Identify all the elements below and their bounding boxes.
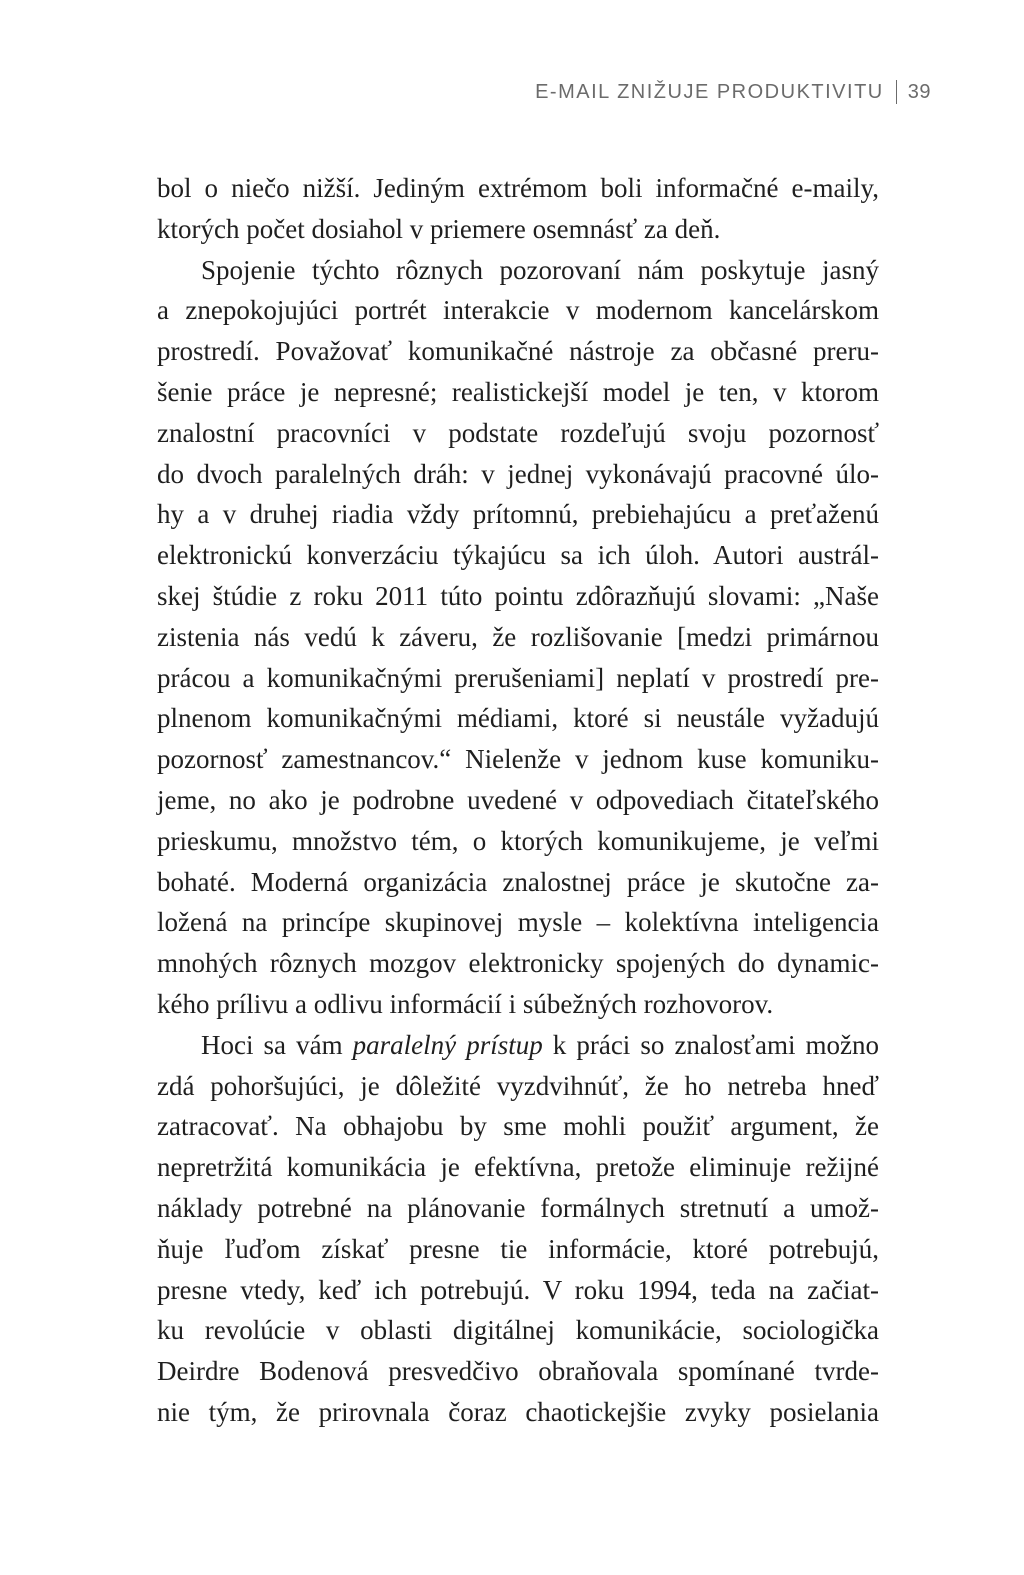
- text-line: kého prílivu a odlivu informácií i súbežných rozhovorov.: [157, 988, 774, 1019]
- paragraph-3: [157, 1025, 879, 1433]
- text-line: zdá pohoršujúci, je dôležité vyzdvihnúť, že ho netreba hneď: [157, 1070, 879, 1101]
- text-run: k práci so znalosťami možno: [542, 1029, 879, 1060]
- text-line: Deirdre Bodenová presvedčivo obraňovala spomínané tvrde-: [157, 1356, 879, 1387]
- text-line: prácou a komunikačnými prerušeniami] neplatí v prostredí pre-: [157, 662, 879, 693]
- text-line: náklady potrebné na plánovanie formálnych stretnutí a umož-: [157, 1192, 879, 1223]
- text-line: prostredí. Považovať komunikačné nástroje za občasné preru-: [157, 336, 879, 367]
- text-line: skej štúdie z roku 2011 túto pointu zdôrazňujú slovami: „Naše: [157, 580, 879, 611]
- text-line: pozornosť zamestnancov.“ Nielenže v jednom kuse komuniku-: [157, 744, 879, 775]
- header-separator: [896, 80, 897, 104]
- running-header: [535, 80, 931, 104]
- text-line: šenie práce je nepresné; realistickejší model je ten, v ktorom: [157, 376, 879, 407]
- text-line: bol o niečo nižší. Jediným extrémom boli informačné e-maily,: [157, 173, 879, 203]
- running-title: E-MAIL ZNIŽUJE PRODUKTIVITU: [535, 80, 884, 103]
- text-run: Hoci sa vám: [201, 1029, 353, 1060]
- text-line: znalostní pracovníci v podstate rozdeľujú svoju pozornosť: [157, 417, 879, 448]
- text-line: bohaté. Moderná organizácia znalostnej práce je skutočne za-: [157, 866, 879, 897]
- italic-term: paralelný prístup: [352, 1029, 543, 1060]
- page-number: 39: [907, 80, 931, 103]
- text-line: hy a v druhej riadia vždy prítomnú, prebiehajúcu a preťaženú: [157, 499, 879, 530]
- text-line: presne vtedy, keď ich potrebujú. V roku 1994, teda na začiat-: [157, 1274, 879, 1305]
- paragraph-1: [157, 168, 879, 250]
- text-line: ňuje ľuďom získať presne tie informácie, ktoré potrebujú,: [157, 1233, 879, 1264]
- text-line: elektronickú konverzáciu týkajúcu sa ich úloh. Autori austrál-: [157, 540, 879, 571]
- text-line: ktorých počet dosiahol v priemere osemnásť za deň.: [157, 213, 721, 244]
- text-line: zatracovať. Na obhajobu by sme mohli použiť argument, že: [157, 1111, 879, 1142]
- text-line: nie tým, že prirovnala čoraz chaotickejšie zvyky posielania: [157, 1396, 879, 1427]
- text-line: plnenom komunikačnými médiami, ktoré si neustále vyžadujú: [157, 703, 879, 734]
- text-line: nepretržitá komunikácia je efektívna, pretože eliminuje režijné: [157, 1152, 879, 1183]
- body-text: [157, 168, 879, 1433]
- text-line: a znepokojujúci portrét interakcie v modernom kancelárskom: [157, 295, 879, 326]
- text-line: mnohých rôznych mozgov elektronicky spojených do dynamic-: [157, 948, 879, 979]
- text-line: do dvoch paralelných dráh: v jednej vykonávajú pracovné úlo-: [157, 458, 879, 489]
- text-line: [157, 1025, 879, 1066]
- text-line: zistenia nás vedú k záveru, že rozlišovanie [medzi primárnou: [157, 621, 879, 652]
- text-line: ku revolúcie v oblasti digitálnej komunikácie, sociologička: [157, 1315, 879, 1346]
- text-line: jeme, no ako je podrobne uvedené v odpovediach čitateľského: [157, 784, 879, 815]
- text-line: Spojenie týchto rôznych pozorovaní nám poskytuje jasný: [201, 254, 879, 285]
- text-line: ložená na princípe skupinovej mysle – kolektívna inteligencia: [157, 907, 879, 938]
- paragraph-2: [157, 250, 879, 1025]
- text-line: prieskumu, množstvo tém, o ktorých komunikujeme, je veľmi: [157, 825, 879, 856]
